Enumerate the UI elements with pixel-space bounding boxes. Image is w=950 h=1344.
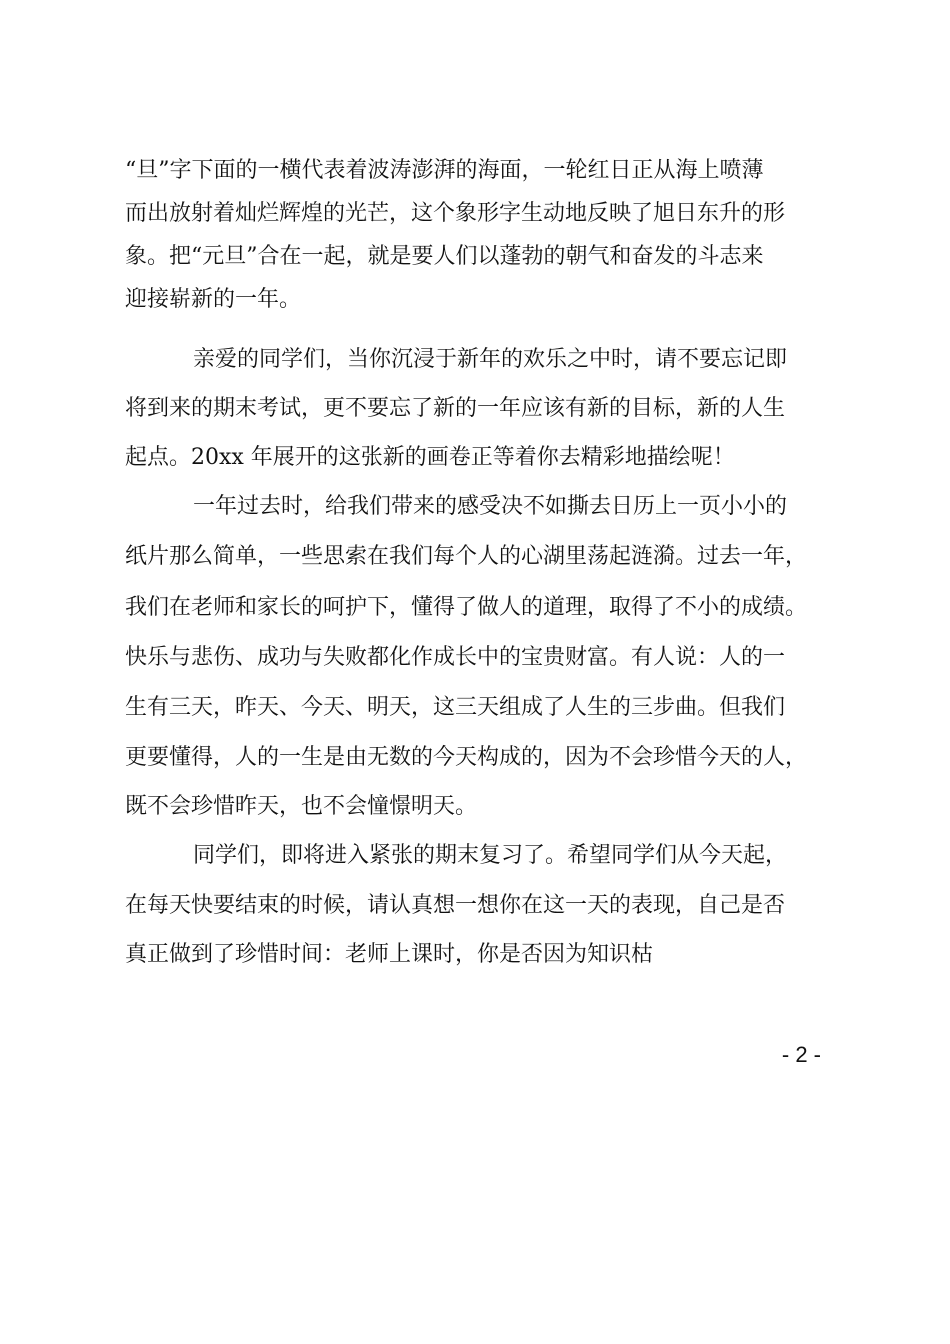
paragraph-4-line-3: 真正做到了珍惜时间：老师上课时，你是否因为知识枯 (125, 942, 654, 967)
page-number: - 2 - (781, 1042, 821, 1067)
paragraph-2-line-1: 亲爱的同学们，当你沉浸于新年的欢乐之中时，请不要忘记即 (193, 347, 788, 372)
paragraph-3-line-5: 生有三天，昨天、今天、明天，这三天组成了人生的三步曲。但我们 (125, 695, 786, 720)
paragraph-2-line-3: 起点。20xx 年展开的这张新的画卷正等着你去精彩地描绘呢！ (125, 445, 735, 470)
paragraph-3-line-7: 既不会珍惜昨天，也不会憧憬明天。 (125, 794, 478, 819)
paragraph-3-line-3: 我们在老师和家长的呵护下，懂得了做人的道理，取得了不小的成绩。 (125, 595, 808, 620)
paragraph-4-line-1: 同学们，即将进入紧张的期末复习了。希望同学们从今天起， (193, 843, 788, 868)
paragraph-4-line-2: 在每天快要结束的时候，请认真想一想你在这一天的表现，自己是否 (125, 893, 786, 918)
paragraph-1-line-1: “旦”字下面的一横代表着波涛澎湃的海面，一轮红日正从海上喷薄 (125, 158, 764, 183)
paragraph-1-line-3: 象。把“元旦”合在一起，就是要人们以蓬勃的朝气和奋发的斗志来 (125, 244, 764, 269)
paragraph-3-line-4: 快乐与悲伤、成功与失败都化作成长中的宝贵财富。有人说：人的一 (125, 645, 786, 670)
paragraph-3-line-1: 一年过去时，给我们带来的感受决不如撕去日历上一页小小的 (193, 494, 788, 519)
paragraph-3-line-2: 纸片那么简单，一些思索在我们每个人的心湖里荡起涟漪。过去一年， (125, 544, 808, 569)
paragraph-3-line-6: 更要懂得，人的一生是由无数的今天构成的，因为不会珍惜今天的人， (125, 745, 808, 770)
paragraph-2-line-2: 将到来的期末考试，更不要忘了新的一年应该有新的目标，新的人生 (125, 396, 786, 421)
paragraph-1-line-4: 迎接崭新的一年。 (125, 287, 302, 312)
paragraph-1-line-2: 而出放射着灿烂辉煌的光芒，这个象形字生动地反映了旭日东升的形 (125, 201, 786, 226)
